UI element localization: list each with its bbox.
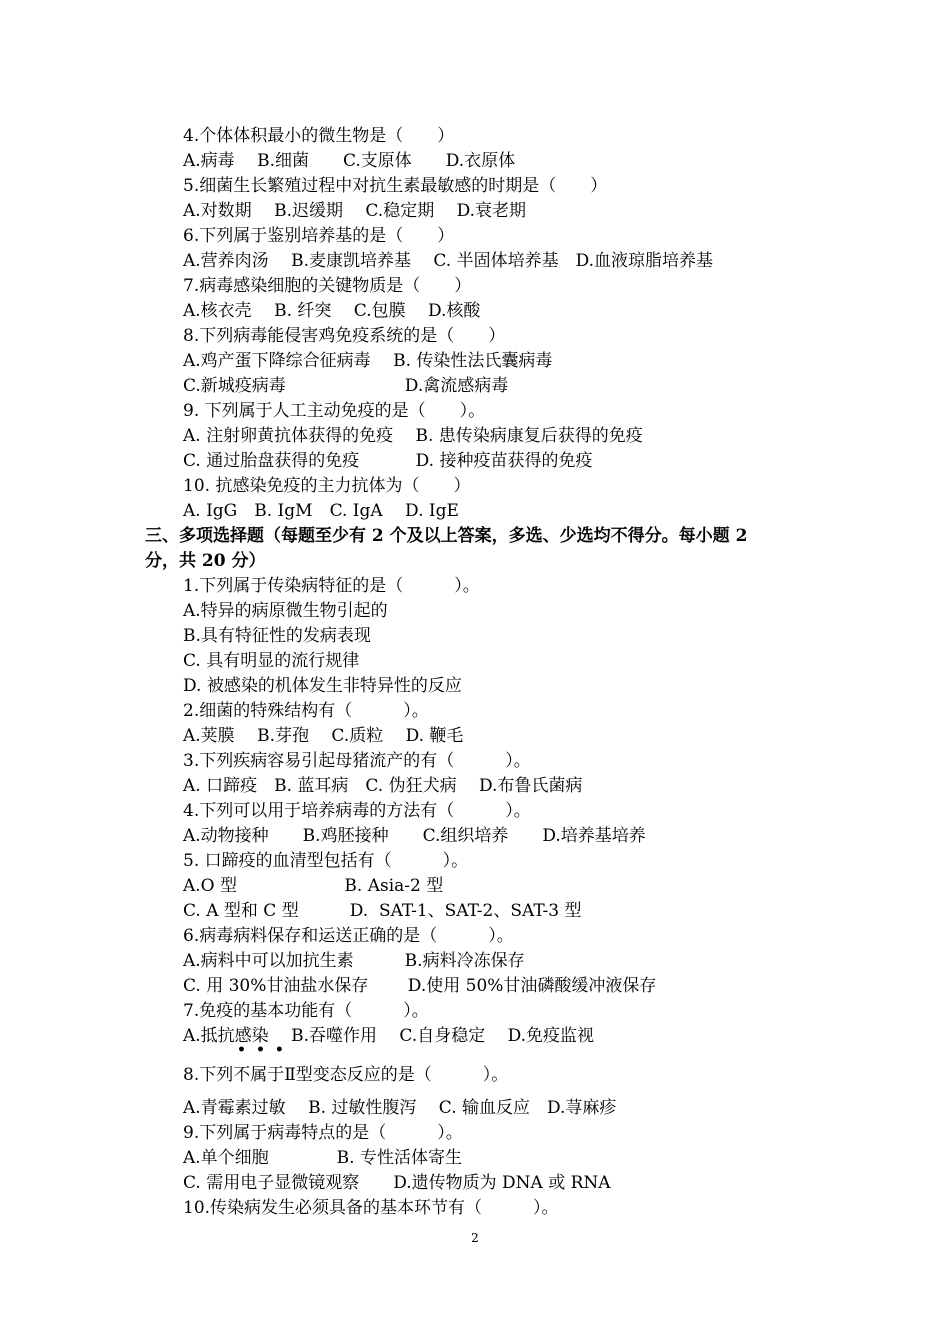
question-line: 7.病毒感染细胞的关键物质是（ ）	[183, 276, 472, 296]
question-line: 9.下列属于病毒特点的是（ ）。	[183, 1123, 463, 1143]
options-line: C. 通过胎盘获得的免疫 D. 接种疫苗获得的免疫	[183, 451, 593, 471]
options-line: A.对数期 B.迟缓期 C.稳定期 D.衰老期	[183, 201, 527, 221]
question-line: 5. 口蹄疫的血清型包括有（ ）。	[183, 851, 469, 871]
question-line: 4.个体体积最小的微生物是（ ）	[183, 126, 455, 146]
question-line: 2.细菌的特殊结构有（ ）。	[183, 701, 429, 721]
options-line: A.单个细胞 B. 专性活体寄生	[183, 1148, 462, 1168]
options-line: A.鸡产蛋下降综合征病毒 B. 传染性法氏囊病毒	[183, 351, 553, 371]
options-line: C. 具有明显的流行规律	[183, 651, 360, 671]
options-line: C. A 型和 C 型 D. SAT-1、SAT-2、SAT-3 型	[183, 901, 582, 921]
options-line: C. 需用电子显微镜观察 D.遗传物质为 DNA 或 RNA	[183, 1173, 611, 1193]
options-line: C. 用 30%甘油盐水保存 D.使用 50%甘油磷酸缓冲液保存	[183, 976, 657, 996]
section-heading: 三、多项选择题（每题至少有 2 个及以上答案，多选、少选均不得分。每小题 2	[145, 526, 748, 546]
options-line: B.具有特征性的发病表现	[183, 626, 371, 646]
question-line: 8.下列病毒能侵害鸡免疫系统的是（ ）	[183, 326, 506, 346]
question-line: 7.免疫的基本功能有（ ）。	[183, 1001, 429, 1021]
options-line: A. 注射卵黄抗体获得的免疫 B. 患传染病康复后获得的免疫	[183, 426, 643, 446]
section-heading-cont: 分，共 20 分）	[145, 551, 266, 571]
question-line: 10.传染病发生必须具备的基本环节有（ ）。	[183, 1198, 559, 1218]
options-line: A.营养肉汤 B.麦康凯培养基 C. 半固体培养基 D.血液琼脂培养基	[183, 251, 714, 271]
options-line: A.核衣壳 B. 纤突 C.包膜 D.核酸	[183, 301, 481, 321]
options-line: A. 口蹄疫 B. 蓝耳病 C. 伪狂犬病 D.布鲁氏菌病	[183, 776, 583, 796]
options-line: D. 被感染的机体发生非特异性的反应	[183, 676, 462, 696]
question-line: 6.病毒病料保存和运送正确的是（ ）。	[183, 926, 514, 946]
question-line: 10. 抗感染免疫的主力抗体为（ ）	[183, 476, 471, 496]
options-line: A.O 型 B. Asia-2 型	[183, 876, 444, 896]
options-line: A.病毒 B.细菌 C.支原体 D.衣原体	[183, 151, 516, 171]
question-line: 4.下列可以用于培养病毒的方法有（ ）。	[183, 801, 531, 821]
options-line: A.动物接种 B.鸡胚接种 C.组织培养 D.培养基培养	[183, 826, 646, 846]
question-line: 3.下列疾病容易引起母猪流产的有（ ）。	[183, 751, 531, 771]
question-line: 5.细菌生长繁殖过程中对抗生素最敏感的时期是（ ）	[183, 176, 608, 196]
options-line: A. IgG B. IgM C. IgA D. IgE	[183, 501, 459, 521]
page-number: 2	[471, 1231, 479, 1245]
options-line: A.青霉素过敏 B. 过敏性腹泻 C. 输血反应 D.荨麻疹	[183, 1098, 617, 1118]
options-line: A.荚膜 B.芽孢 C.质粒 D. 鞭毛	[183, 726, 464, 746]
question-line: 9. 下列属于人工主动免疫的是（ ）。	[183, 401, 486, 421]
question-line: 8.下列不属于Ⅱ型变态反应的是（ ）。	[183, 1065, 509, 1085]
question-line: 1.下列属于传染病特征的是（ ）。	[183, 576, 480, 596]
options-line: A.抵抗感染 B.吞噬作用 C.自身稳定 D.免疫监视	[183, 1026, 595, 1046]
emphasis-dots: •••	[237, 1042, 294, 1058]
question-line: 6.下列属于鉴别培养基的是（ ）	[183, 226, 455, 246]
options-line: A.病料中可以加抗生素 B.病料冷冻保存	[183, 951, 525, 971]
options-line: A.特异的病原微生物引起的	[183, 601, 388, 621]
options-line: C.新城疫病毒 D.禽流感病毒	[183, 376, 509, 396]
